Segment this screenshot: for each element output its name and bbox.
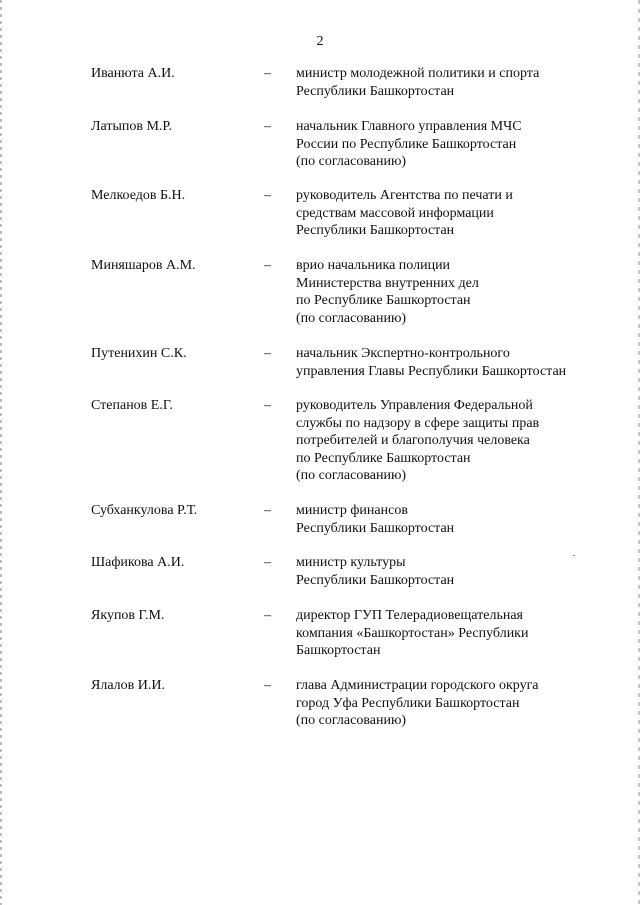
official-name: Мелкоедов Б.Н. (91, 188, 186, 203)
position-line: (по согласованию) (296, 468, 407, 483)
separator-dash: – (264, 188, 271, 203)
separator-dash: – (264, 66, 271, 81)
position-line: средствам массовой информации (296, 205, 494, 221)
official-position (296, 257, 626, 327)
position-line: по Республике Башкортостан (296, 293, 471, 308)
position-line: управления Главы Республики Башкортостан (296, 363, 567, 379)
official-position (296, 677, 626, 730)
position-line: город Уфа Республики Башкортостан (296, 695, 520, 711)
official-position (296, 65, 626, 100)
position-line: директор ГУП Телерадиовещательная (296, 608, 523, 623)
position-line: потребителей и благополучия человека (296, 433, 530, 448)
page-number: 2 (316, 34, 324, 49)
official-name: Степанов Е.Г. (91, 398, 173, 413)
separator-dash: – (264, 258, 271, 273)
official-name: Шафикова А.И. (91, 555, 185, 570)
position-line: Министерства внутренних дел (296, 275, 479, 291)
position-line: начальник Главного управления МЧС (296, 119, 522, 134)
position-line: по Республике Башкортостан (296, 450, 471, 466)
position-line: компания «Башкортостан» Республики (296, 625, 529, 641)
separator-dash: – (264, 119, 271, 134)
position-line: (по согласованию) (296, 154, 407, 169)
position-line: глава Администрации городского округа (296, 678, 539, 693)
position-line: руководитель Управления Федеральной (296, 398, 533, 413)
position-line: службы по надзору в сфере защиты прав (296, 415, 540, 431)
position-line: Республики Башкортостан (296, 520, 455, 536)
position-line: министр финансов (296, 503, 408, 518)
position-line: министр культуры (296, 555, 406, 570)
position-line: (по согласованию) (296, 310, 407, 326)
position-line: Башкортостан (296, 643, 381, 658)
official-name: Путенихин С.К. (91, 346, 187, 361)
separator-dash: – (264, 608, 271, 623)
separator-dash: – (264, 398, 271, 413)
official-name: Латыпов М.Р. (91, 119, 172, 134)
official-position (296, 118, 626, 171)
official-name: Якупов Г.М. (91, 608, 165, 623)
position-line: руководитель Агентства по печати и (296, 188, 513, 203)
scan-speck (573, 555, 575, 556)
official-name: Ялалов И.И. (91, 678, 165, 693)
position-line: начальник Экспертно-контрольного (296, 346, 510, 361)
scan-edge-left (0, 0, 2, 905)
official-position (296, 502, 626, 537)
position-line: Республики Башкортостан (296, 223, 455, 238)
separator-dash: – (264, 555, 271, 570)
position-line: Республики Башкортостан (296, 83, 455, 99)
official-position (296, 607, 626, 660)
official-name: Миняшаров А.М. (91, 258, 196, 273)
position-line: врио начальника полиции (296, 258, 451, 273)
official-position (296, 554, 626, 589)
position-line: (по согласованию) (296, 713, 407, 728)
official-name: Субханкулова Р.Т. (91, 503, 198, 518)
position-line: России по Республике Башкортостан (296, 136, 517, 152)
position-line: министр молодежной политики и спорта (296, 66, 540, 81)
position-line: Республики Башкортостан (296, 572, 455, 588)
official-name: Иванюта А.И. (91, 66, 175, 81)
separator-dash: – (264, 503, 271, 518)
separator-dash: – (264, 346, 271, 361)
official-position (296, 187, 626, 240)
separator-dash: – (264, 678, 271, 693)
official-position (296, 345, 626, 380)
official-position (296, 397, 626, 485)
